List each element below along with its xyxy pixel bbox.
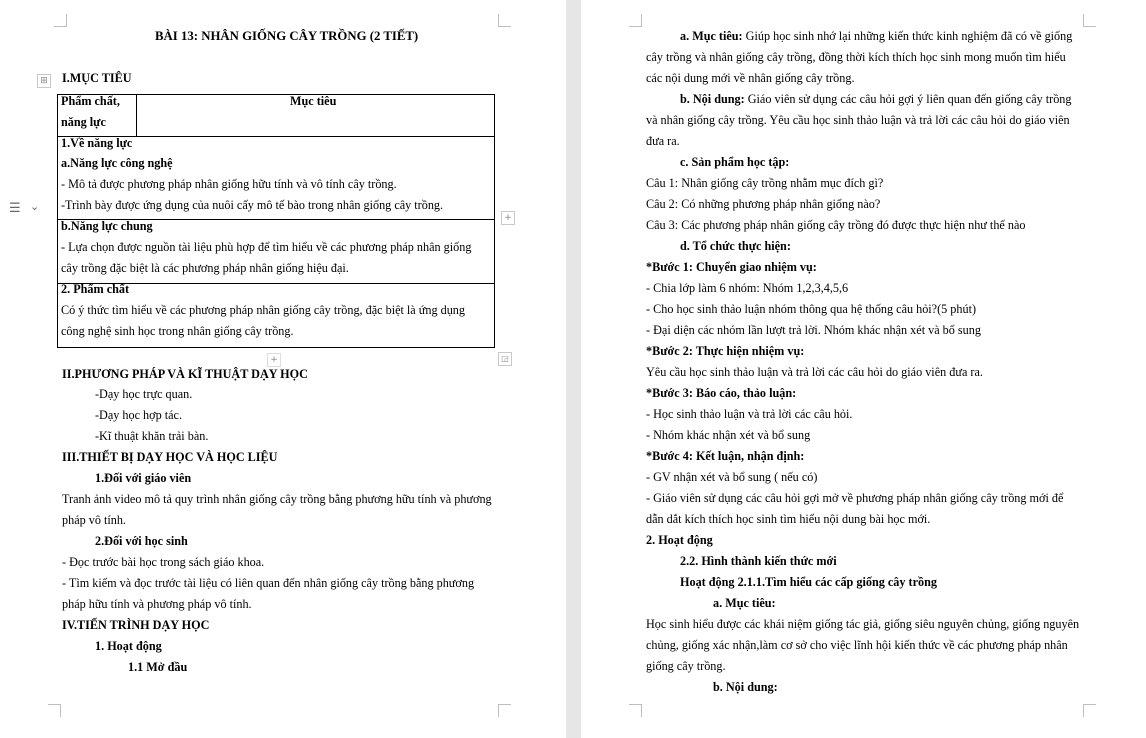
crop-mark [1083,704,1096,717]
subheading: 2.2. Hình thành kiến thức mới [680,554,837,568]
paragraph-line: Yêu cầu học sinh thảo luận và trả lời các câu hỏi do giáo viên đưa ra. [646,365,983,379]
table-border [57,94,58,348]
table-cell: cây trồng đặc biệt là các phương pháp nhân giống hiệu đại. [61,261,349,275]
paragraph-line: dẫn dắt kích thích học sinh tìm hiểu nội dung bài học mới. [646,512,931,526]
table-header-cell: năng lực [61,115,106,129]
subheading: *Bước 2: Thực hiện nhiệm vụ: [646,344,805,358]
table-header-cell: Mục tiêu [290,94,337,108]
crop-mark [498,14,511,27]
section-heading: II.PHƯƠNG PHÁP VÀ KĨ THUẬT DẠY HỌC [62,367,308,381]
table-border [136,94,137,136]
paragraph-line: cây trồng và nhân giống cây trồng, đồng thời kích thích học sinh mong muốn tìm hiểu [646,50,1066,64]
section-heading: IV.TIẾN TRÌNH DẠY HỌC [62,618,210,632]
table-header-cell: Phẩm chất, [61,94,120,108]
table-cell: a.Năng lực công nghệ [61,156,173,170]
table-resize-handle[interactable]: ◲ [498,352,512,366]
inline-label: a. Mục tiêu: [680,29,743,43]
subheading: 1.1 Mở đầu [128,660,188,674]
table-cell: công nghệ sinh học trong nhân giống cây trồng. [61,324,294,338]
table-move-handle[interactable]: ⊞ [37,74,51,88]
paragraph-line: các nội dung mới về nhân giống cây trồng. [646,71,855,85]
paragraph-line: - Học sinh thảo luận và trả lời các câu hỏi. [646,407,853,421]
table-border [57,347,494,348]
table-cell: 1.Về năng lực [61,136,133,150]
list-item: -Dạy học hợp tác. [95,408,182,422]
paragraph-line: - Cho học sinh thảo luận nhóm thông qua hệ thống câu hỏi?(5 phút) [646,302,977,316]
paragraph-line: - GV nhận xét và bổ sung ( nếu có) [646,470,818,484]
table-cell: - Mô tả được phương pháp nhân giống hữu tính và vô tính cây trồng. [61,177,397,191]
inline-label: b. Nội dung: [680,92,745,106]
table-cell: - Lựa chọn được nguồn tài liệu phù hợp để tìm hiểu về các phương pháp nhân giống [61,240,472,254]
document-page-right [581,0,1146,738]
crop-mark [498,704,511,717]
subheading: *Bước 1: Chuyển giao nhiệm vụ: [646,260,817,274]
paragraph-line [680,26,1072,47]
paragraph-line: Câu 2: Có những phương pháp nhân giống nào? [646,197,881,211]
crop-mark [48,704,61,717]
paragraph-line [680,89,1071,110]
paragraph-line: - Giáo viên sử dụng các câu hỏi gợi mở về phương pháp nhân giống cây trồng mới để [646,491,1064,505]
subheading: 1.Đối với giáo viên [95,471,192,485]
subheading: b. Nội dung: [713,680,778,694]
crop-mark [54,14,67,27]
paragraph-line: Câu 1: Nhân giống cây trồng nhằm mục đích gì? [646,176,884,190]
table-border [494,94,495,348]
paragraph-line: Tranh ảnh video mô tả quy trình nhân giống cây trồng bằng phương hữu tính và phương [62,492,492,506]
paragraph-line: - Đọc trước bài học trong sách giáo khoa. [62,555,265,569]
comment-icon[interactable]: ☰ [9,201,21,216]
table-add-column-button[interactable]: + [501,211,515,225]
paragraph-line: - Chia lớp làm 6 nhóm: Nhóm 1,2,3,4,5,6 [646,281,849,295]
paragraph-line: pháp hữu tính và phương pháp vô tính. [62,597,252,611]
table-border [57,94,494,95]
table-cell: 2. Phẩm chất [61,282,130,296]
paragraph-line: giống cây trồng. [646,659,726,673]
paragraph-line: Câu 3: Các phương pháp nhân giống cây trồng đó được thực hiện như thế nào [646,218,1026,232]
subheading: 2.Đối với học sinh [95,534,188,548]
paragraph-line: - Nhóm khác nhận xét và bổ sung [646,428,811,442]
subheading: 1. Hoạt động [95,639,162,653]
paragraph-line: - Đại diện các nhóm lần lượt trả lời. Nhóm khác nhận xét và bổ sung [646,323,981,337]
subheading: d. Tổ chức thực hiện: [680,239,791,253]
inline-text: Giáo viên sử dụng các câu hỏi gợi ý liên quan đến giống cây trồng [744,92,1072,106]
paragraph-line: - Tìm kiếm và đọc trước tài liệu có liên quan đến nhân giống cây trồng bằng phương [62,576,475,590]
subheading: 2. Hoạt động [646,533,713,547]
chevron-down-icon[interactable]: ⌄ [30,200,40,213]
subheading: c. Sản phẩm học tập: [680,155,790,169]
list-item: -Dạy học trực quan. [95,387,193,401]
table-cell: Có ý thức tìm hiểu về các phương pháp nhân giống cây trồng, đặc biệt là ứng dụng [61,303,465,317]
list-item: -Kĩ thuật khăn trải bàn. [95,429,209,443]
document-page-left [0,0,566,738]
crop-mark [1083,14,1096,27]
subheading: *Bước 3: Báo cáo, thảo luận: [646,386,797,400]
inline-text: Giúp học sinh nhớ lại những kiến thức kinh nghiệm đã có về giống [742,29,1073,43]
table-add-row-button[interactable]: + [267,353,281,367]
paragraph-line: đưa ra. [646,134,680,148]
paragraph-line: và nhân giống cây trồng. Yêu cầu học sinh thảo luận và trả lời các câu hỏi do giáo viên [646,113,1070,127]
section-heading: I.MỤC TIÊU [62,71,132,85]
subheading: *Bước 4: Kết luận, nhận định: [646,449,805,463]
crop-mark [629,704,642,717]
subheading: a. Mục tiêu: [713,596,776,610]
section-heading: III.THIẾT BỊ DẠY HỌC VÀ HỌC LIỆU [62,450,278,464]
paragraph-line: chủng, giống xác nhận,làm cơ sở cho việc lĩnh hội kiến thức về các phương pháp nhân [646,638,1068,652]
subheading: Hoạt động 2.1.1.Tìm hiểu các cấp giống cây trồng [680,575,937,589]
crop-mark [629,14,642,27]
paragraph-line: Học sinh hiểu được các khái niệm giống tác giả, giống siêu nguyên chủng, giống nguyên [646,617,1080,631]
lesson-title: BÀI 13: NHÂN GIỐNG CÂY TRỒNG (2 TIẾT) [155,29,419,43]
table-cell: b.Năng lực chung [61,219,153,233]
paragraph-line: pháp vô tính. [62,513,126,527]
table-cell: -Trình bày được ứng dụng của nuôi cấy mô tế bào trong nhân giống cây trồng. [61,198,444,212]
